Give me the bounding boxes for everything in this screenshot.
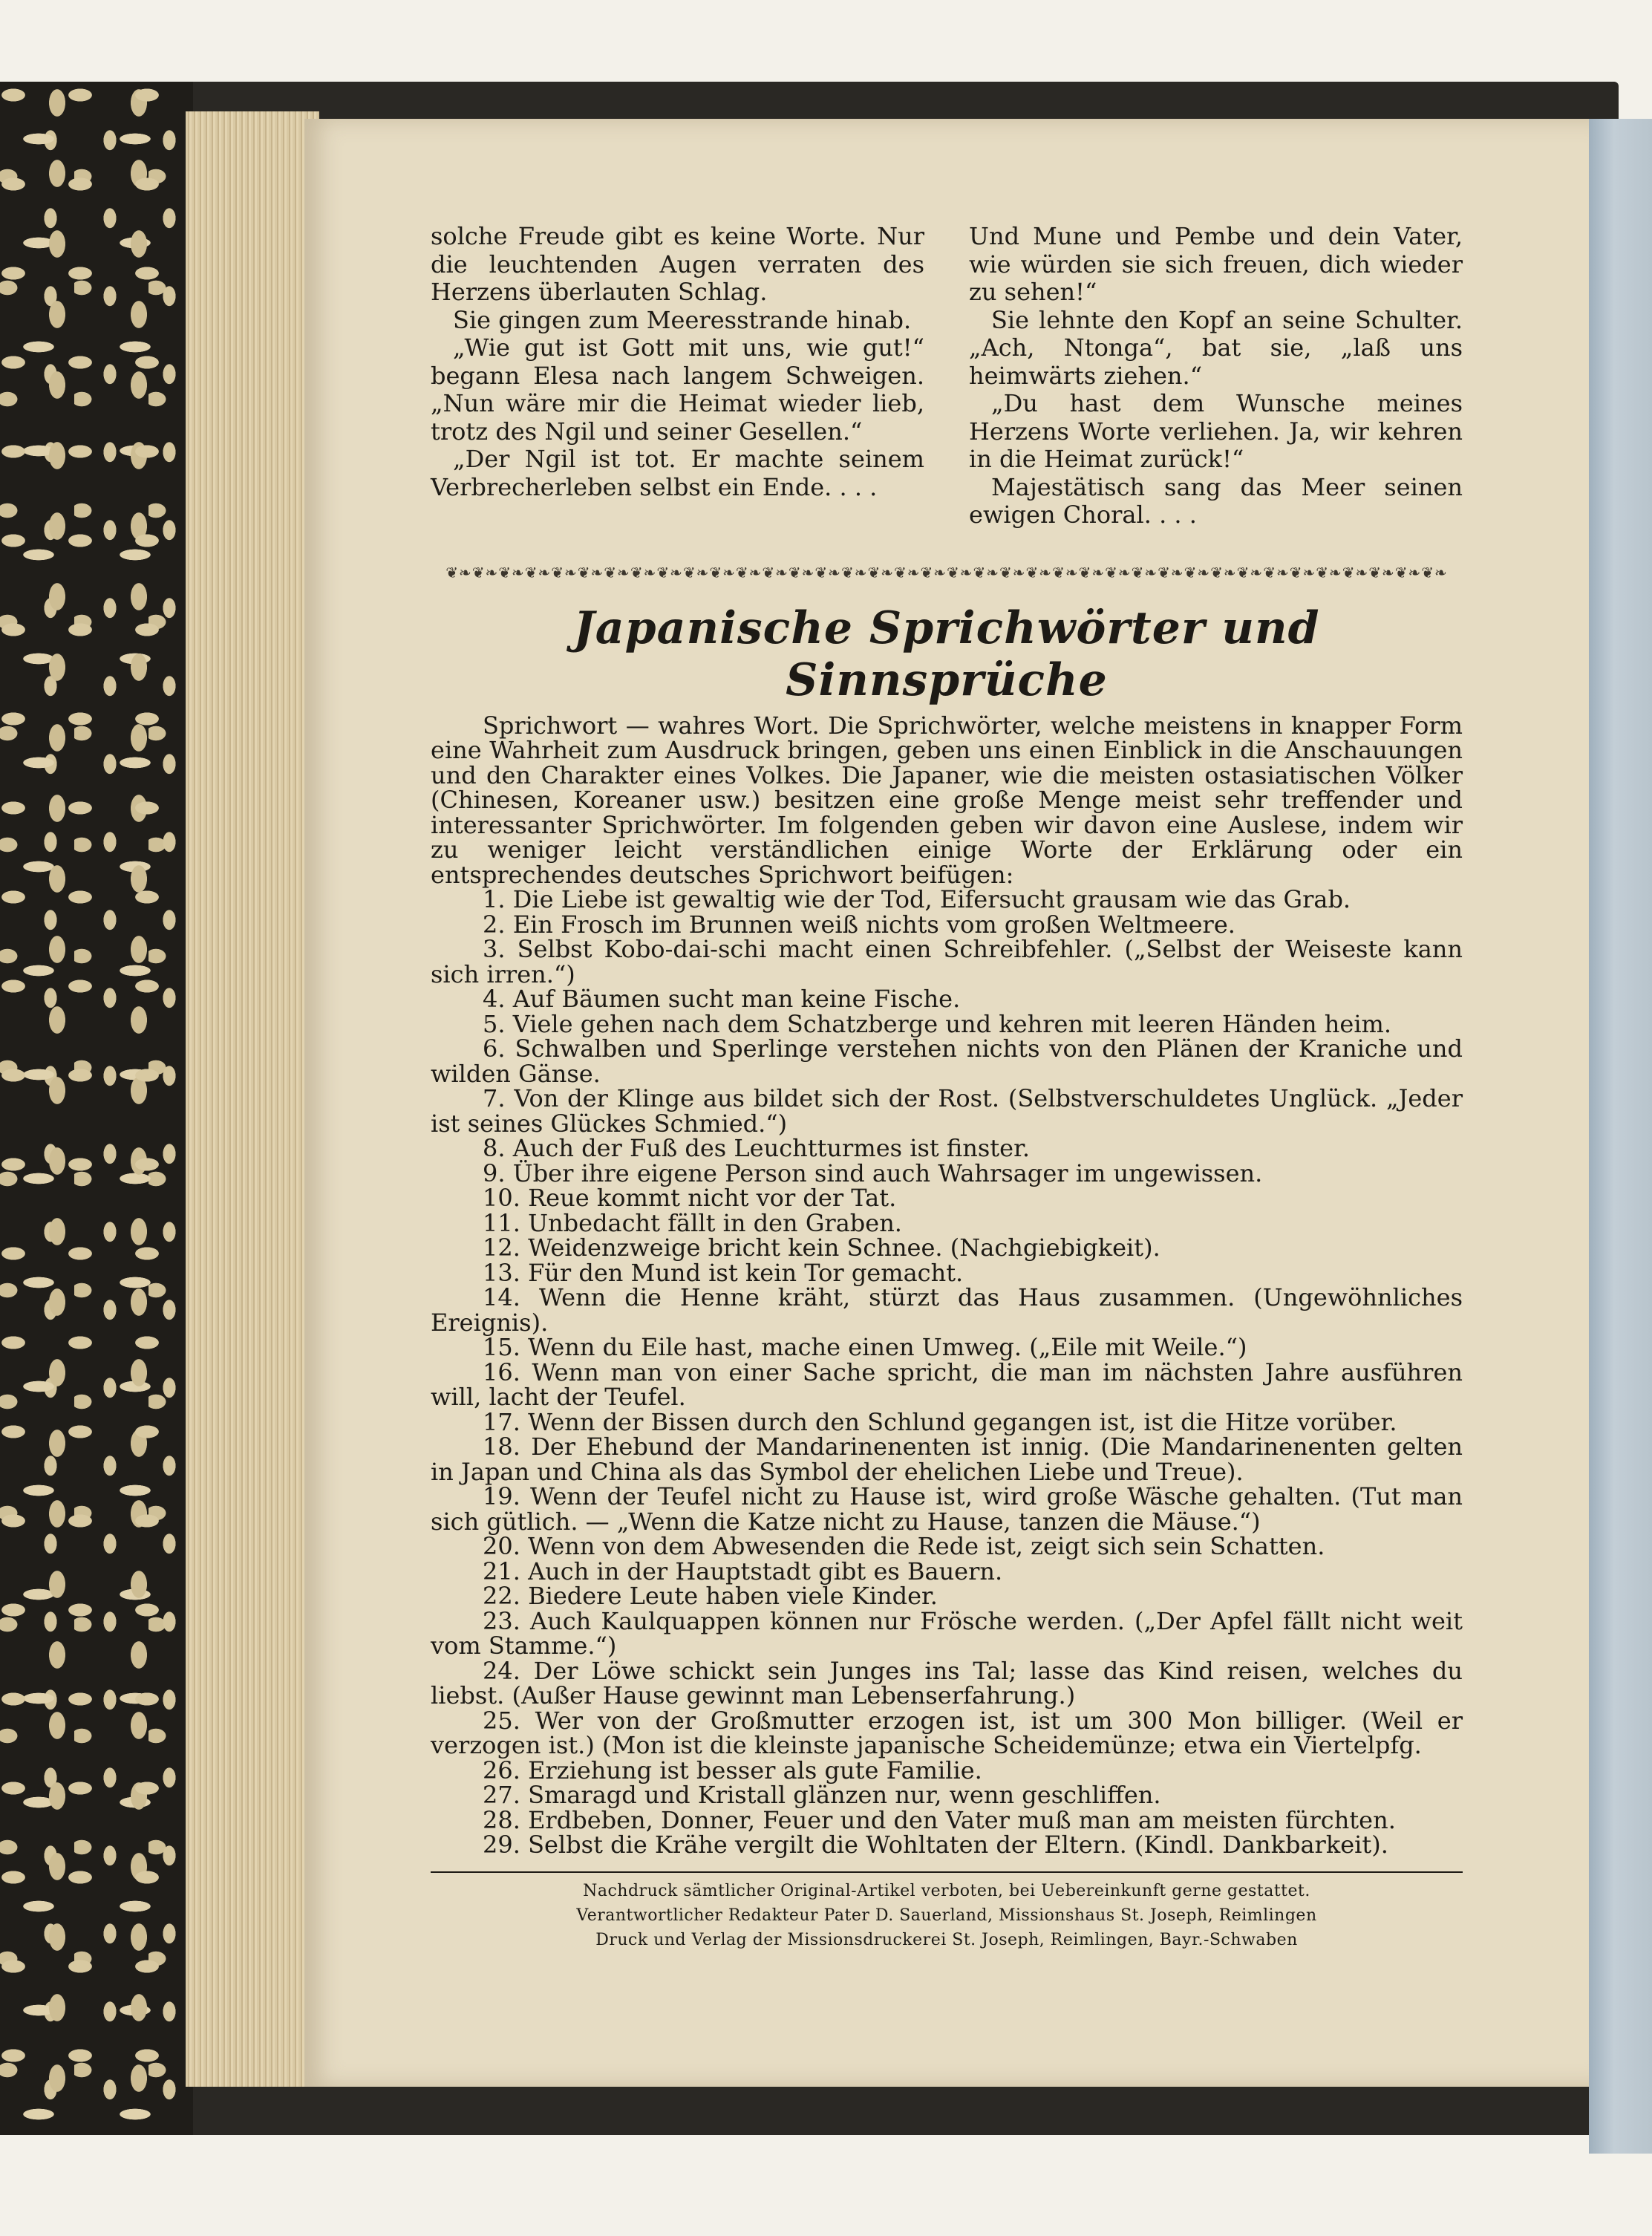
article-intro: Sprichwort — wahres Wort. Die Sprichwörter, welche meistens in knapper Form eine Wahrheit zum Ausdruck bringen, geben uns einen Einblick in die Anschauungen und den Charakter eines Volkes. Die Japaner, wie die meisten ostasiatischen Völker (Chinesen, Koreaner usw.) besitzen eine große Menge meist sehr treffender und interessanter Sprichwörter. Im folgenden geben wir davon eine Auslese, indem wir zu weniger leicht verständlichen einige Worte der Erklärung oder ein entsprechendes deutsches Sprichwort beifügen:	[431, 711, 1463, 889]
proverb-item: 1. Die Liebe ist gewaltig wie der Tod, Eifersucht grausam wie das Grab.	[483, 885, 1351, 913]
proverb-item: 25. Wer von der Großmutter erzogen ist, ist um 300 Mon billiger. (Weil er verzogen ist.) (Mon ist die kleinste japanische Scheidemünze; etwa ein Viertelpfg.	[431, 1706, 1463, 1759]
proverb-item: 4. Auf Bäumen sucht man keine Fische.	[483, 985, 961, 1013]
proverb-item: 10. Reue kommt nicht vor der Tat.	[483, 1184, 897, 1212]
proverb-item: 16. Wenn man von einer Sache spricht, die man im nächsten Jahre ausführen will, lacht der Teufel.	[431, 1357, 1463, 1411]
proverb-item: 8. Auch der Fuß des Leuchtturmes ist finster.	[483, 1134, 1031, 1162]
page-content	[431, 223, 1463, 1952]
imprint-line: Nachdruck sämtlicher Original-Artikel verboten, bei Uebereinkunft gerne gestattet.	[583, 1881, 1310, 1900]
proverb-item: 29. Selbst die Krähe vergilt die Wohltaten der Eltern. (Kindl. Dankbarkeit).	[483, 1831, 1388, 1859]
proverb-item: 20. Wenn von dem Abwesenden die Rede ist, zeigt sich sein Schatten.	[483, 1532, 1325, 1560]
proverb-item: 2. Ein Frosch im Brunnen weiß nichts vom großen Weltmeere.	[483, 910, 1235, 939]
story-paragraph: Sie gingen zum Meeresstrande hinab.	[453, 305, 912, 334]
story-paragraph: „Du hast dem Wunsche meines Herzens Worte verliehen. Ja, wir kehren in die Heimat zurück!“	[969, 389, 1463, 473]
imprint-line: Verantwortlicher Redakteur Pater D. Sauerland, Missionshaus St. Joseph, Reimlingen	[576, 1906, 1317, 1925]
proverb-item: 11. Unbedacht fällt in den Graben.	[483, 1208, 902, 1237]
story-paragraph: Und Mune und Pembe und dein Vater, wie würden sie sich freuen, dich wieder zu sehen!“	[969, 222, 1463, 306]
proverb-item: 17. Wenn der Bissen durch den Schlund gegangen ist, ist die Hitze vorüber.	[483, 1407, 1397, 1436]
proverb-item: 3. Selbst Kobo-dai-schi macht einen Schreibfehler. („Selbst der Weiseste kann sich irren.“)	[431, 935, 1463, 988]
proverb-item: 21. Auch in der Hauptstadt gibt es Bauern.	[483, 1557, 1003, 1585]
proverb-item: 19. Wenn der Teufel nicht zu Hause ist, wird große Wäsche gehalten. (Tut man sich gütlich. — „Wenn die Katze nicht zu Hause, tanzen die Mäuse.“)	[431, 1482, 1463, 1536]
proverb-item: 12. Weidenzweige bricht kein Schnee. (Nachgiebigkeit).	[483, 1233, 1160, 1262]
imprint-line: Druck und Verlag der Missionsdruckerei St. Joseph, Reimlingen, Bayr.-Schwaben	[595, 1930, 1298, 1949]
imprint	[431, 1879, 1463, 1952]
story-paragraph: „Wie gut ist Gott mit uns, wie gut!“ begann Elesa nach langem Schweigen. „Nun wäre mir die Heimat wieder lieb, trotz des Ngil und seiner Gesellen.“	[431, 333, 924, 446]
proverb-item: 23. Auch Kaulquappen können nur Frösche werden. („Der Apfel fällt nicht weit vom Stamme.“)	[431, 1606, 1463, 1660]
column-right	[969, 223, 1463, 529]
proverb-item: 7. Von der Klinge aus bildet sich der Rost. (Selbstverschuldetes Unglück. „Jeder ist seines Glückes Schmied.“)	[431, 1084, 1463, 1138]
proverb-item: 5. Viele gehen nach dem Schatzberge und kehren mit leeren Händen heim.	[483, 1009, 1392, 1038]
story-paragraph: „Der Ngil ist tot. Er machte seinem Verbrecherleben selbst ein Ende. . . .	[431, 445, 924, 501]
proverb-list	[431, 887, 1463, 1858]
article-body	[431, 711, 1463, 1859]
proverb-item: 6. Schwalben und Sperlinge verstehen nichts von den Plänen der Kraniche und wilden Gänse.	[431, 1034, 1463, 1088]
story-columns	[431, 223, 1463, 529]
article-headline: Japanische Sprichwörter und Sinnsprüche	[573, 602, 1320, 706]
footer-rule	[431, 1871, 1463, 1873]
proverb-item: 13. Für den Mund ist kein Tor gemacht.	[483, 1258, 964, 1287]
column-left	[431, 223, 924, 529]
proverb-item: 15. Wenn du Eile hast, mache einen Umweg. („Eile mit Weile.“)	[483, 1333, 1247, 1361]
right-page-edge	[1589, 119, 1652, 2154]
proverb-item: 28. Erdbeben, Donner, Feuer und den Vater muß man am meisten fürchten.	[483, 1805, 1396, 1834]
proverb-item: 14. Wenn die Henne kräht, stürzt das Haus zusammen. (Ungewöhnliches Ereignis).	[431, 1283, 1463, 1337]
proverb-item: 22. Biedere Leute haben viele Kinder.	[483, 1582, 938, 1610]
proverb-item: 9. Über ihre eigene Person sind auch Wahrsager im ungewissen.	[483, 1158, 1263, 1187]
proverb-item: 26. Erziehung ist besser als gute Familie.	[483, 1756, 982, 1784]
proverb-item: 27. Smaragd und Kristall glänzen nur, wenn geschliffen.	[483, 1781, 1161, 1809]
marbled-edge	[0, 82, 193, 2135]
proverb-item: 18. Der Ehebund der Mandarinenenten ist innig. (Die Mandarinenenten gelten in Japan und China als das Symbol der ehelichen Liebe und Treue).	[431, 1432, 1463, 1486]
ornament-divider: ❦❧❦❧❦❧❦❧❦❧❦❧❦❧❦❧❦❧❦❧❦❧❦❧❦❧❦❧❦❧❦❧❦❧❦❧❦❧❦❧❦❧❦❧❦❧❦❧❦❧❦❧❦❧❦❧❦❧❦❧❦❧❦❧❦❧❦❧❦❧❦❧❦❧❦❧	[445, 563, 1448, 580]
story-paragraph: Majestätisch sang das Meer seinen ewigen Choral. . . .	[969, 472, 1463, 529]
story-paragraph: Sie lehnte den Kopf an seine Schulter. „Ach, Ntonga“, bat sie, „laß uns heimwärts ziehen.“	[969, 305, 1463, 390]
page-stack	[186, 111, 319, 2087]
story-paragraph: solche Freude gibt es keine Worte. Nur die leuchtenden Augen verraten des Herzens überlauten Schlag.	[431, 222, 924, 306]
proverb-item: 24. Der Löwe schickt sein Junges ins Tal; lasse das Kind reisen, welches du liebst. (Außer Hause gewinnt man Lebenserfahrung.)	[431, 1656, 1463, 1709]
